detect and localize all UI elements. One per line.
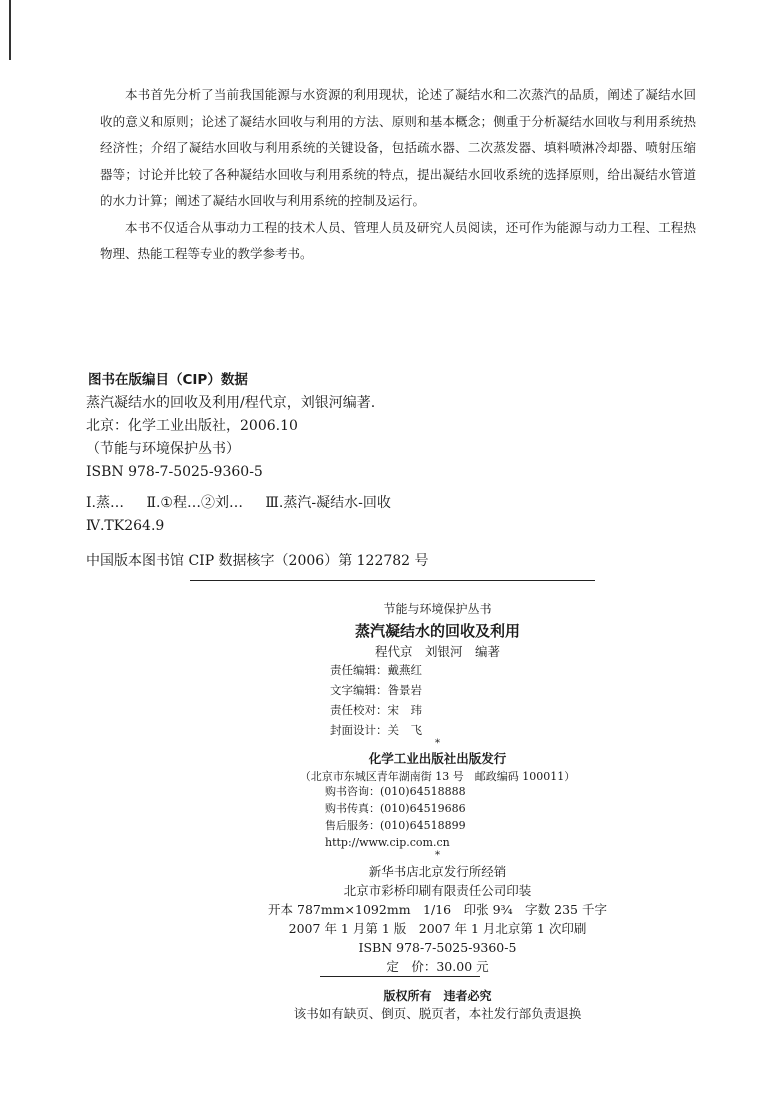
contact-consult: 购书咨询：(010)64518888	[325, 785, 466, 798]
contact-service: 售后服务：(010)64518899	[325, 819, 466, 832]
cip-class-a: Ⅰ.蒸…	[86, 495, 124, 511]
abstract-paragraph-2: 本书不仅适合从事动力工程的技术人员、管理人员及研究人员阅读，还可作为能源与动力工程、工程热物理、热能工程等专业的教学参考书。	[100, 219, 696, 261]
distributor-line: 新华书店北京发行所经销	[368, 864, 507, 879]
credit-cover-design: 封面设计：关 飞	[330, 723, 422, 737]
publisher-line: 化学工业出版社出版发行	[368, 751, 507, 766]
book-title: 蒸汽凝结水的回收及利用	[354, 622, 520, 640]
cip-isbn-line: ISBN 978-7-5025-9360-5	[86, 464, 263, 480]
cip-record-number: 中国版本图书馆 CIP 数据核字（2006）第 122782 号	[86, 553, 429, 569]
cip-class-d: Ⅳ.TK264.9	[86, 518, 165, 534]
scan-edge-line	[9, 0, 11, 60]
cip-class-c: Ⅲ.蒸汽-凝结水-回收	[265, 495, 391, 511]
publisher-address: （北京市东城区青年湖南街 13 号 邮政编码 100011）	[299, 770, 576, 783]
contact-website: http://www.cip.com.cn	[325, 836, 450, 849]
credit-proofreader: 责任校对：宋 玮	[330, 703, 422, 717]
isbn-line: ISBN 978-7-5025-9360-5	[358, 940, 517, 955]
series-name: 节能与环境保护丛书	[383, 602, 492, 616]
cip-publisher-line: 北京：化学工业出版社，2006.10	[86, 418, 298, 434]
edition-line: 2007 年 1 月第 1 版 2007 年 1 月北京第 1 次印刷	[288, 921, 587, 936]
format-line: 开本 787mm×1092mm 1/16 印张 9¾ 字数 235 千字	[268, 902, 607, 917]
cip-class-b: Ⅱ.①程…②刘…	[146, 495, 243, 511]
credits-list	[330, 660, 422, 740]
separator-asterisk-2: *	[435, 850, 440, 861]
return-notice: 该书如有缺页、倒页、脱页者，本社发行部负责退换	[293, 1006, 582, 1021]
printing-info	[200, 862, 675, 976]
copyright-statement: 版权所有 违者必究	[383, 989, 492, 1003]
book-abstract	[100, 82, 696, 268]
printer-line: 北京市彩桥印刷有限责任公司印装	[343, 883, 532, 898]
cip-series-line: （节能与环境保护丛书）	[86, 441, 240, 457]
separator-rule-bottom	[320, 976, 480, 977]
abstract-paragraph-1: 本书首先分析了当前我国能源与水资源的利用现状，论述了凝结水和二次蒸汽的品质，阐述了凝结水回收的意义和原则；论述了凝结水回收与利用的方法、原则和基本概念；侧重于分析凝结水回收与利用系统热经济性；介绍了凝结水回收与利用系统的关键设备，包括疏水器、二次蒸发器、填料喷淋冷却器、喷射压缩器等；讨论并比较了各种凝结水回收与利用系统的特点，提出凝结水回收系统的选择原则，给出凝结水管道的水力计算；阐述了凝结水回收与利用系统的控制及运行。	[100, 87, 696, 208]
separator-rule-top	[190, 580, 595, 581]
cip-data-block	[86, 392, 646, 573]
contact-fax: 购书传真：(010)64519686	[325, 802, 466, 815]
book-authors: 程代京 刘银河 编著	[374, 644, 500, 659]
credit-text-editor: 文字编辑：昝景岩	[330, 683, 422, 697]
credit-editor: 责任编辑：戴燕红	[330, 663, 422, 677]
contact-list	[325, 783, 466, 851]
separator-asterisk: *	[435, 738, 440, 749]
cip-classification-line	[86, 492, 646, 515]
cip-heading: 图书在版编目（CIP）数据	[88, 372, 248, 388]
cip-title-line: 蒸汽凝结水的回收及利用/程代京，刘银河编著.	[86, 395, 376, 411]
price-line: 定 价：30.00 元	[386, 959, 489, 974]
